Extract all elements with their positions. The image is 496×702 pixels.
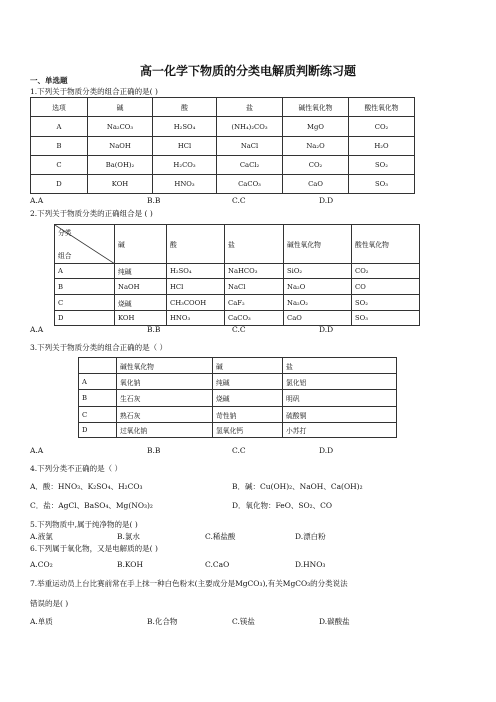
- table-cell: SO₃: [349, 175, 415, 194]
- question-3-options: [30, 446, 410, 456]
- table-cell: Na₂O₂: [284, 295, 352, 311]
- option-b[interactable]: B.B: [147, 446, 161, 455]
- question-7-stem: 7.举重运动员上台比赛前常在手上抹一种白色粉末(主要成分是MgCO₃),有关MgCO₃的分类说法: [30, 579, 348, 588]
- option-d[interactable]: D.D: [319, 196, 334, 205]
- question-6-options: [30, 560, 410, 570]
- table-cell: 过氧化钠: [117, 423, 213, 438]
- table-header-cell: 酸性氧化物: [349, 98, 415, 117]
- option-c[interactable]: C.CaO: [205, 560, 230, 569]
- table-header-cell: [79, 358, 117, 374]
- table-cell: Na₂O: [283, 137, 349, 156]
- table-header-cell: 酸性氧化物: [352, 225, 420, 264]
- table-row: [79, 374, 397, 390]
- table-cell: CaCO₃: [225, 311, 284, 326]
- table-cell: B: [79, 390, 117, 407]
- section-heading: 一、单选题: [30, 76, 68, 85]
- question-4-options-row-1: [30, 481, 450, 491]
- question-1-options: [30, 196, 410, 206]
- option-c[interactable]: C.C: [232, 325, 246, 334]
- table-cell: 氯化铝: [283, 374, 397, 390]
- table-cell: SiO₂: [284, 264, 352, 279]
- diagonal-header-bottom: 组合: [58, 252, 72, 260]
- question-1-table: [30, 97, 415, 194]
- table-row: [31, 156, 415, 175]
- option-b[interactable]: B.氯水: [117, 532, 140, 541]
- option-d[interactable]: D.HNO₃: [295, 560, 326, 569]
- table-header-cell: 碱: [115, 225, 167, 264]
- table-cell: CO: [352, 279, 420, 295]
- table-cell: C: [31, 156, 88, 175]
- table-cell: D: [31, 175, 88, 194]
- table-cell: 氧化钠: [117, 374, 213, 390]
- option-c[interactable]: C.C: [232, 196, 246, 205]
- option-a[interactable]: A.液氯: [30, 532, 53, 541]
- table-cell: CaF₂: [225, 295, 284, 311]
- table-cell: CO₂: [352, 264, 420, 279]
- question-3-stem: 3.下列关于物质分类的组合正确的是（ ）: [30, 343, 168, 352]
- table-cell: NaOH: [115, 279, 167, 295]
- table-cell: HNO₃: [167, 311, 225, 326]
- diagonal-header-cell: [55, 225, 115, 264]
- table-cell: HNO₃: [153, 175, 217, 194]
- table-row: [55, 264, 420, 279]
- option-b[interactable]: B.KOH: [117, 560, 143, 569]
- table-cell: D: [79, 423, 117, 438]
- question-5-options: [30, 531, 410, 541]
- question-4-stem: 4.下列分类不正确的是（ ）: [30, 464, 123, 473]
- question-6-stem: 6.下列属于氧化物，又是电解质的是( ): [30, 544, 158, 553]
- table-row: [55, 295, 420, 311]
- option-c[interactable]: C．盐：AgCl、BaSO₄、Mg(NO₃)₂: [30, 501, 153, 510]
- table-header-cell: 盐: [217, 98, 283, 117]
- table-header-cell: 碱性氧化物: [284, 225, 352, 264]
- table-header-cell: 酸: [153, 98, 217, 117]
- option-a[interactable]: A.A: [30, 325, 44, 334]
- table-header-cell: 盐: [225, 225, 284, 264]
- question-4-options-row-2: [30, 500, 450, 510]
- option-d[interactable]: D.D: [319, 325, 334, 334]
- question-2-stem: 2.下列关于物质分类的正确组合是 ( ): [30, 209, 153, 218]
- option-c[interactable]: C.稀盐酸: [205, 532, 236, 541]
- option-b[interactable]: B.化合物: [147, 617, 178, 626]
- option-b[interactable]: B．碱：Cu(OH)₂、NaOH、Ca(OH)₂: [232, 482, 363, 491]
- table-header-cell: 碱: [88, 98, 153, 117]
- table-cell: CH₃COOH: [167, 295, 225, 311]
- table-cell: 烧碱: [213, 390, 283, 407]
- table-header-cell: 碱性氧化物: [283, 98, 349, 117]
- table-header-cell: 碱: [213, 358, 283, 374]
- option-c[interactable]: C.C: [232, 446, 246, 455]
- table-cell: B: [31, 137, 88, 156]
- option-d[interactable]: D.漂白粉: [295, 532, 326, 541]
- table-cell: 小苏打: [283, 423, 397, 438]
- option-d[interactable]: D．氧化物：FeO、SO₂、CO: [232, 501, 333, 510]
- table-row: [79, 407, 397, 423]
- table-cell: MgO: [283, 117, 349, 137]
- table-cell: NaCl: [217, 137, 283, 156]
- table-cell: CaO: [283, 175, 349, 194]
- table-cell: CaO: [284, 311, 352, 326]
- table-cell: 苛性钠: [213, 407, 283, 423]
- option-d[interactable]: D.D: [319, 446, 334, 455]
- table-cell: H₂SO₄: [153, 117, 217, 137]
- table-row: [79, 423, 397, 438]
- table-header-cell: 盐: [283, 358, 397, 374]
- table-cell: CO₂: [349, 117, 415, 137]
- table-cell: A: [55, 264, 115, 279]
- question-7-stem-continued: 错误的是( ): [30, 599, 69, 608]
- table-row: [55, 279, 420, 295]
- table-row: [55, 311, 420, 326]
- table-cell: A: [79, 374, 117, 390]
- table-cell: C: [79, 407, 117, 423]
- table-cell: HCl: [153, 137, 217, 156]
- table-cell: Na₂O: [284, 279, 352, 295]
- diagonal-header-top: 分类: [58, 229, 72, 237]
- table-cell: (NH₄)₂CO₃: [217, 117, 283, 137]
- table-cell: B: [55, 279, 115, 295]
- option-b[interactable]: B.B: [147, 196, 161, 205]
- option-a[interactable]: A.单质: [30, 617, 53, 626]
- table-row: [31, 137, 415, 156]
- table-cell: HCl: [167, 279, 225, 295]
- table-cell: 熟石灰: [117, 407, 213, 423]
- question-5-stem: 5.下列物质中,属于纯净物的是( ): [30, 520, 138, 529]
- table-cell: KOH: [88, 175, 153, 194]
- table-cell: D: [55, 311, 115, 326]
- question-2-table: [54, 224, 420, 326]
- table-cell: H₂SO₄: [167, 264, 225, 279]
- table-cell: C: [55, 295, 115, 311]
- table-row: [31, 175, 415, 194]
- table-cell: SO₂: [352, 295, 420, 311]
- table-cell: A: [31, 117, 88, 137]
- table-cell: 纯碱: [213, 374, 283, 390]
- table-header-cell: 选项: [31, 98, 88, 117]
- table-cell: 纯碱: [115, 264, 167, 279]
- table-cell: 明矾: [283, 390, 397, 407]
- table-cell: CaCl₂: [217, 156, 283, 175]
- table-cell: 生石灰: [117, 390, 213, 407]
- table-cell: 烧碱: [115, 295, 167, 311]
- table-cell: NaHCO₃: [225, 264, 284, 279]
- option-d[interactable]: D.碳酸盐: [319, 617, 350, 626]
- table-row: [31, 117, 415, 137]
- table-cell: KOH: [115, 311, 167, 326]
- table-header-cell: 酸: [167, 225, 225, 264]
- question-2-options: [30, 325, 410, 335]
- option-a[interactable]: A．酸：HNO₃、K₂SO₄、H₂CO₃: [30, 482, 143, 491]
- table-row: [79, 390, 397, 407]
- table-cell: SO₂: [349, 156, 415, 175]
- question-7-options: [30, 616, 410, 626]
- table-cell: NaOH: [88, 137, 153, 156]
- table-cell: CaCO₃: [217, 175, 283, 194]
- option-a[interactable]: A.A: [30, 196, 44, 205]
- page-title: 高一化学下物质的分类电解质判断练习题: [139, 64, 356, 78]
- table-cell: H₂CO₃: [153, 156, 217, 175]
- table-cell: SO₃: [352, 311, 420, 326]
- question-1-stem: 1.下列关于物质分类的组合正确的是( ): [30, 87, 158, 96]
- table-header-cell: 碱性氧化物: [117, 358, 213, 374]
- option-b[interactable]: B.B: [147, 325, 161, 334]
- table-cell: Na₂CO₃: [88, 117, 153, 137]
- option-c[interactable]: C.镁盐: [232, 617, 255, 626]
- option-a[interactable]: A.CO₂: [30, 560, 53, 569]
- table-cell: 氢氧化钙: [213, 423, 283, 438]
- table-cell: NaCl: [225, 279, 284, 295]
- table-cell: CO₂: [283, 156, 349, 175]
- question-3-table: [78, 357, 397, 438]
- table-cell: H₂O: [349, 137, 415, 156]
- table-cell: Ba(OH)₂: [88, 156, 153, 175]
- option-a[interactable]: A.A: [30, 446, 44, 455]
- table-cell: 硫酸铜: [283, 407, 397, 423]
